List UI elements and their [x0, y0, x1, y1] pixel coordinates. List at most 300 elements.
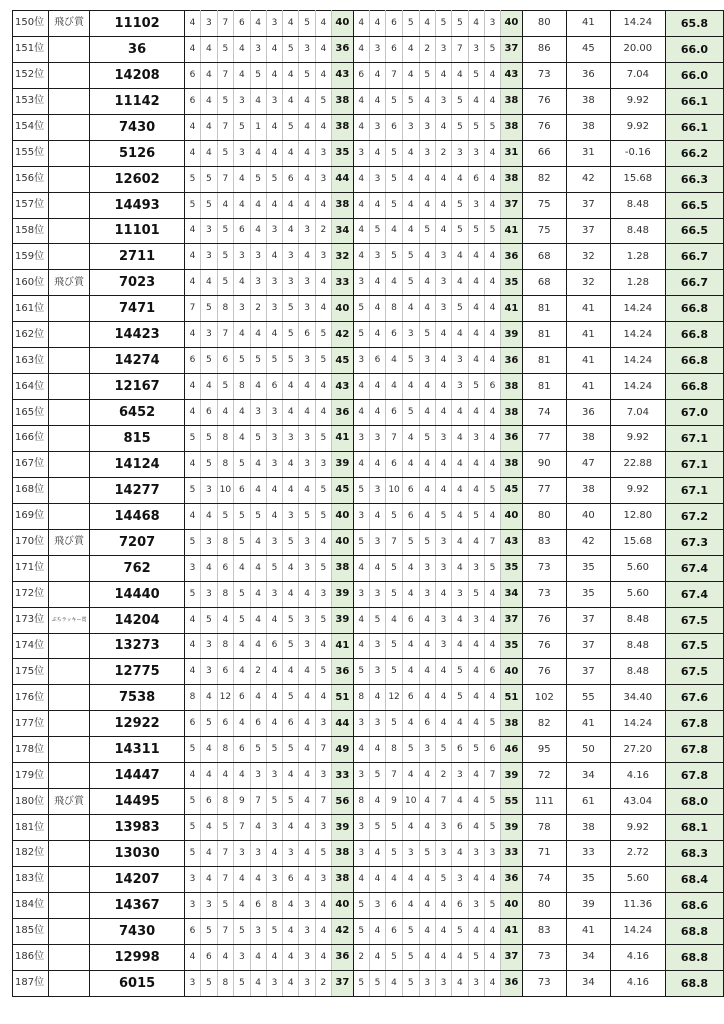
- handicap-cell: 32: [566, 270, 610, 296]
- in-hole-16-score: 4: [452, 529, 468, 555]
- out-hole-2-score: 4: [201, 685, 217, 711]
- out-hole-7-score: 4: [283, 763, 299, 789]
- out-hole-3-score: 4: [217, 607, 234, 633]
- in-hole-14-score: 3: [419, 581, 435, 607]
- in-hole-12-score: 5: [386, 555, 403, 581]
- net-score-cell: 68.4: [665, 866, 723, 892]
- in-hole-16-score: 4: [452, 270, 468, 296]
- out-hole-1-score: 5: [184, 426, 200, 452]
- out-hole-8-score: 4: [299, 114, 315, 140]
- in-hole-12-score: 7: [386, 529, 403, 555]
- table-row: [13, 970, 724, 996]
- gross-cell: 82: [522, 166, 566, 192]
- out-hole-4-score: 4: [234, 555, 250, 581]
- in-hole-15-score: 4: [435, 192, 451, 218]
- table-row: [13, 296, 724, 322]
- table-row: [13, 581, 724, 607]
- table-row: [13, 348, 724, 374]
- diff-cell: 27.20: [610, 737, 665, 763]
- player-number-cell: 6015: [90, 970, 185, 996]
- in-hole-17-score: 5: [468, 62, 484, 88]
- in-hole-11-score: 3: [369, 659, 385, 685]
- net-score-cell: 66.7: [665, 244, 723, 270]
- handicap-cell: 42: [566, 529, 610, 555]
- table-row: [13, 88, 724, 114]
- in-hole-14-score: 2: [419, 36, 435, 62]
- out-hole-9-score: 4: [315, 296, 331, 322]
- out-hole-5-score: 4: [250, 633, 266, 659]
- out-hole-2-score: 3: [201, 244, 217, 270]
- in-hole-13-score: 3: [402, 841, 419, 867]
- out-hole-6-score: 3: [266, 218, 282, 244]
- award-cell: [48, 892, 90, 918]
- in-hole-11-score: 4: [369, 374, 385, 400]
- out-hole-3-score: 6: [217, 348, 234, 374]
- out-hole-2-score: 4: [201, 555, 217, 581]
- award-cell: 飛び賞: [48, 529, 90, 555]
- in-total-cell: 35: [501, 270, 523, 296]
- out-hole-2-score: 5: [201, 166, 217, 192]
- player-number-cell: 14423: [90, 322, 185, 348]
- out-hole-9-score: 3: [315, 166, 331, 192]
- in-hole-13-score: 4: [402, 36, 419, 62]
- out-hole-6-score: 4: [266, 114, 282, 140]
- rank-cell: 160位: [13, 270, 49, 296]
- in-hole-17-score: 4: [468, 789, 484, 815]
- in-hole-12-score: 6: [386, 322, 403, 348]
- out-total-cell: 42: [332, 918, 354, 944]
- rank-cell: 150位: [13, 11, 49, 37]
- in-hole-11-score: 4: [369, 866, 385, 892]
- out-hole-6-score: 8: [266, 892, 282, 918]
- out-hole-5-score: 4: [250, 607, 266, 633]
- in-total-cell: 37: [501, 607, 523, 633]
- net-score-cell: 68.8: [665, 918, 723, 944]
- in-hole-17-score: 4: [468, 477, 484, 503]
- gross-cell: 76: [522, 88, 566, 114]
- out-hole-8-score: 6: [299, 322, 315, 348]
- out-hole-3-score: 7: [217, 11, 234, 37]
- out-hole-6-score: 4: [266, 192, 282, 218]
- in-hole-14-score: 4: [419, 451, 435, 477]
- out-hole-2-score: 4: [201, 270, 217, 296]
- in-hole-17-score: 3: [468, 36, 484, 62]
- out-hole-9-score: 3: [315, 451, 331, 477]
- out-hole-8-score: 4: [299, 140, 315, 166]
- out-hole-4-score: 5: [234, 970, 250, 996]
- out-hole-4-score: 5: [234, 581, 250, 607]
- in-hole-11-score: 5: [369, 607, 385, 633]
- table-row: [13, 11, 724, 37]
- rank-cell: 166位: [13, 426, 49, 452]
- out-hole-5-score: 2: [250, 296, 266, 322]
- table-row: [13, 374, 724, 400]
- in-hole-13-score: 4: [402, 555, 419, 581]
- out-total-cell: 38: [332, 114, 354, 140]
- in-hole-18-score: 4: [484, 426, 500, 452]
- rank-cell: 182位: [13, 841, 49, 867]
- out-hole-8-score: 4: [299, 477, 315, 503]
- out-total-cell: 39: [332, 451, 354, 477]
- out-hole-2-score: 4: [201, 114, 217, 140]
- diff-cell: 14.24: [610, 918, 665, 944]
- in-total-cell: 31: [501, 140, 523, 166]
- in-hole-12-score: 10: [386, 477, 403, 503]
- out-hole-2-score: 4: [201, 140, 217, 166]
- out-hole-2-score: 3: [201, 633, 217, 659]
- rank-cell: 169位: [13, 503, 49, 529]
- table-row: [13, 841, 724, 867]
- in-hole-13-score: 6: [402, 607, 419, 633]
- net-score-cell: 67.3: [665, 529, 723, 555]
- out-hole-1-score: 5: [184, 815, 200, 841]
- in-hole-16-score: 4: [452, 841, 468, 867]
- out-hole-8-score: 3: [299, 296, 315, 322]
- rank-cell: 162位: [13, 322, 49, 348]
- in-hole-16-score: 5: [452, 88, 468, 114]
- in-hole-10-score: 3: [353, 426, 369, 452]
- in-hole-17-score: 4: [468, 296, 484, 322]
- in-hole-11-score: 3: [369, 892, 385, 918]
- in-hole-18-score: 6: [484, 737, 500, 763]
- in-hole-11-score: 4: [369, 322, 385, 348]
- table-row: [13, 763, 724, 789]
- in-hole-10-score: 4: [353, 374, 369, 400]
- in-hole-11-score: 4: [369, 789, 385, 815]
- in-hole-13-score: 4: [402, 892, 419, 918]
- out-hole-8-score: 3: [299, 36, 315, 62]
- gross-cell: 75: [522, 192, 566, 218]
- in-total-cell: 40: [501, 503, 523, 529]
- out-hole-4-score: 9: [234, 789, 250, 815]
- in-hole-16-score: 6: [452, 892, 468, 918]
- award-cell: [48, 140, 90, 166]
- in-hole-17-score: 4: [468, 918, 484, 944]
- table-row: [13, 607, 724, 633]
- handicap-cell: 35: [566, 866, 610, 892]
- out-hole-9-score: 3: [315, 140, 331, 166]
- in-hole-11-score: 6: [369, 348, 385, 374]
- in-hole-15-score: 4: [435, 400, 451, 426]
- out-hole-5-score: 4: [250, 192, 266, 218]
- net-score-cell: 67.1: [665, 426, 723, 452]
- out-hole-5-score: 6: [250, 892, 266, 918]
- in-hole-12-score: 7: [386, 62, 403, 88]
- in-total-cell: 38: [501, 88, 523, 114]
- diff-cell: -0.16: [610, 140, 665, 166]
- out-hole-3-score: 7: [217, 62, 234, 88]
- in-hole-17-score: 4: [468, 685, 484, 711]
- net-score-cell: 66.8: [665, 374, 723, 400]
- in-hole-12-score: 5: [386, 244, 403, 270]
- out-hole-7-score: 4: [283, 218, 299, 244]
- out-hole-9-score: 5: [315, 426, 331, 452]
- out-hole-4-score: 4: [234, 763, 250, 789]
- out-hole-3-score: 6: [217, 711, 234, 737]
- player-number-cell: 14447: [90, 763, 185, 789]
- net-score-cell: 68.8: [665, 970, 723, 996]
- out-hole-2-score: 3: [201, 659, 217, 685]
- in-hole-13-score: 4: [402, 581, 419, 607]
- rank-cell: 170位: [13, 529, 49, 555]
- gross-cell: 76: [522, 633, 566, 659]
- out-hole-9-score: 2: [315, 218, 331, 244]
- net-score-cell: 68.1: [665, 815, 723, 841]
- diff-cell: 5.60: [610, 555, 665, 581]
- in-hole-11-score: 4: [369, 192, 385, 218]
- award-cell: [48, 114, 90, 140]
- diff-cell: 1.28: [610, 270, 665, 296]
- out-hole-2-score: 5: [201, 451, 217, 477]
- in-hole-11-score: 3: [369, 244, 385, 270]
- player-number-cell: 14204: [90, 607, 185, 633]
- out-hole-9-score: 5: [315, 841, 331, 867]
- out-hole-6-score: 3: [266, 866, 282, 892]
- out-hole-4-score: 6: [234, 11, 250, 37]
- table-row: [13, 477, 724, 503]
- out-hole-6-score: 4: [266, 659, 282, 685]
- in-hole-16-score: 5: [452, 192, 468, 218]
- out-hole-4-score: 4: [234, 322, 250, 348]
- in-hole-18-score: 3: [484, 11, 500, 37]
- out-total-cell: 35: [332, 140, 354, 166]
- in-hole-14-score: 4: [419, 659, 435, 685]
- in-hole-13-score: 4: [402, 866, 419, 892]
- in-hole-15-score: 3: [435, 555, 451, 581]
- out-total-cell: 51: [332, 685, 354, 711]
- out-hole-2-score: 5: [201, 426, 217, 452]
- in-hole-12-score: 5: [386, 944, 403, 970]
- in-hole-17-score: 5: [468, 944, 484, 970]
- in-hole-18-score: 4: [484, 503, 500, 529]
- in-hole-16-score: 4: [452, 322, 468, 348]
- in-hole-11-score: 3: [369, 36, 385, 62]
- out-hole-8-score: 4: [299, 581, 315, 607]
- in-hole-18-score: 3: [484, 841, 500, 867]
- player-number-cell: 14495: [90, 789, 185, 815]
- net-score-cell: 67.8: [665, 763, 723, 789]
- out-hole-5-score: 3: [250, 400, 266, 426]
- out-hole-2-score: 4: [201, 815, 217, 841]
- in-hole-13-score: 6: [402, 477, 419, 503]
- net-score-cell: 67.4: [665, 581, 723, 607]
- table-row: [13, 555, 724, 581]
- out-hole-7-score: 4: [283, 451, 299, 477]
- out-hole-6-score: 3: [266, 451, 282, 477]
- out-hole-8-score: 3: [299, 970, 315, 996]
- table-row: [13, 815, 724, 841]
- handicap-cell: 40: [566, 503, 610, 529]
- out-hole-9-score: 4: [315, 892, 331, 918]
- in-total-cell: 45: [501, 477, 523, 503]
- out-hole-6-score: 4: [266, 36, 282, 62]
- diff-cell: 8.48: [610, 192, 665, 218]
- handicap-cell: 45: [566, 36, 610, 62]
- out-hole-6-score: 6: [266, 374, 282, 400]
- rank-cell: 186位: [13, 944, 49, 970]
- out-hole-1-score: 4: [184, 218, 200, 244]
- in-hole-17-score: 4: [468, 763, 484, 789]
- out-hole-5-score: 4: [250, 581, 266, 607]
- award-cell: [48, 841, 90, 867]
- award-cell: [48, 555, 90, 581]
- diff-cell: 14.24: [610, 374, 665, 400]
- in-hole-16-score: 3: [452, 866, 468, 892]
- out-hole-4-score: 7: [234, 815, 250, 841]
- in-hole-15-score: 2: [435, 140, 451, 166]
- out-total-cell: 32: [332, 244, 354, 270]
- out-hole-1-score: 4: [184, 114, 200, 140]
- out-hole-1-score: 4: [184, 244, 200, 270]
- handicap-cell: 38: [566, 114, 610, 140]
- out-hole-9-score: 3: [315, 866, 331, 892]
- rank-cell: 176位: [13, 685, 49, 711]
- out-hole-5-score: 3: [250, 270, 266, 296]
- out-hole-3-score: 8: [217, 633, 234, 659]
- table-row: [13, 192, 724, 218]
- out-hole-3-score: 5: [217, 218, 234, 244]
- out-hole-8-score: 4: [299, 711, 315, 737]
- in-hole-18-score: 4: [484, 451, 500, 477]
- player-number-cell: 14207: [90, 866, 185, 892]
- in-hole-13-score: 4: [402, 451, 419, 477]
- out-hole-5-score: 3: [250, 244, 266, 270]
- in-hole-15-score: 4: [435, 374, 451, 400]
- out-hole-1-score: 5: [184, 192, 200, 218]
- in-hole-18-score: 5: [484, 218, 500, 244]
- in-hole-11-score: 4: [369, 296, 385, 322]
- player-number-cell: 7538: [90, 685, 185, 711]
- award-cell: [48, 322, 90, 348]
- rank-cell: 185位: [13, 918, 49, 944]
- award-cell: [48, 374, 90, 400]
- in-hole-16-score: 4: [452, 451, 468, 477]
- out-total-cell: 38: [332, 841, 354, 867]
- in-hole-18-score: 7: [484, 763, 500, 789]
- in-hole-18-score: 4: [484, 322, 500, 348]
- diff-cell: 8.48: [610, 633, 665, 659]
- in-hole-15-score: 4: [435, 451, 451, 477]
- out-hole-8-score: 5: [299, 62, 315, 88]
- out-total-cell: 34: [332, 218, 354, 244]
- out-hole-1-score: 4: [184, 140, 200, 166]
- in-hole-18-score: 4: [484, 348, 500, 374]
- out-total-cell: 38: [332, 866, 354, 892]
- in-total-cell: 36: [501, 244, 523, 270]
- gross-cell: 68: [522, 244, 566, 270]
- in-hole-12-score: 5: [386, 503, 403, 529]
- out-total-cell: 33: [332, 763, 354, 789]
- in-hole-16-score: 5: [452, 685, 468, 711]
- in-hole-12-score: 8: [386, 296, 403, 322]
- handicap-cell: 38: [566, 815, 610, 841]
- out-hole-7-score: 4: [283, 62, 299, 88]
- results-table: [12, 10, 724, 997]
- in-hole-13-score: 5: [402, 944, 419, 970]
- net-score-cell: 66.8: [665, 322, 723, 348]
- out-total-cell: 43: [332, 374, 354, 400]
- in-hole-17-score: 4: [468, 348, 484, 374]
- in-hole-14-score: 6: [419, 711, 435, 737]
- in-hole-18-score: 4: [484, 607, 500, 633]
- in-hole-17-score: 4: [468, 815, 484, 841]
- in-hole-16-score: 5: [452, 296, 468, 322]
- out-hole-5-score: 4: [250, 970, 266, 996]
- table-row: [13, 503, 724, 529]
- award-cell: [48, 348, 90, 374]
- out-hole-9-score: 3: [315, 581, 331, 607]
- rank-cell: 174位: [13, 633, 49, 659]
- out-hole-2-score: 5: [201, 711, 217, 737]
- in-total-cell: 37: [501, 944, 523, 970]
- out-hole-4-score: 4: [234, 892, 250, 918]
- out-hole-2-score: 3: [201, 529, 217, 555]
- out-hole-4-score: 6: [234, 218, 250, 244]
- out-hole-8-score: 4: [299, 763, 315, 789]
- out-hole-2-score: 3: [201, 11, 217, 37]
- in-hole-15-score: 3: [435, 244, 451, 270]
- player-number-cell: 14311: [90, 737, 185, 763]
- out-hole-6-score: 4: [266, 244, 282, 270]
- out-hole-4-score: 4: [234, 192, 250, 218]
- award-cell: [48, 36, 90, 62]
- out-hole-3-score: 8: [217, 296, 234, 322]
- in-hole-15-score: 3: [435, 36, 451, 62]
- gross-cell: 111: [522, 789, 566, 815]
- in-hole-11-score: 5: [369, 970, 385, 996]
- out-hole-2-score: 3: [201, 581, 217, 607]
- table-row: [13, 659, 724, 685]
- out-total-cell: 33: [332, 270, 354, 296]
- in-hole-15-score: 5: [435, 11, 451, 37]
- rank-cell: 187位: [13, 970, 49, 996]
- out-hole-7-score: 5: [283, 322, 299, 348]
- in-hole-15-score: 3: [435, 270, 451, 296]
- out-hole-6-score: 3: [266, 88, 282, 114]
- out-hole-1-score: 4: [184, 36, 200, 62]
- in-hole-16-score: 3: [452, 140, 468, 166]
- out-hole-6-score: 3: [266, 763, 282, 789]
- out-total-cell: 43: [332, 62, 354, 88]
- award-cell: [48, 296, 90, 322]
- in-hole-10-score: 5: [353, 659, 369, 685]
- out-hole-9-score: 5: [315, 659, 331, 685]
- in-total-cell: 43: [501, 529, 523, 555]
- out-hole-5-score: 5: [250, 503, 266, 529]
- rank-cell: 175位: [13, 659, 49, 685]
- in-hole-10-score: 3: [353, 348, 369, 374]
- player-number-cell: 7023: [90, 270, 185, 296]
- in-hole-17-score: 4: [468, 711, 484, 737]
- in-hole-18-score: 4: [484, 62, 500, 88]
- out-hole-6-score: 3: [266, 400, 282, 426]
- in-hole-11-score: 3: [369, 581, 385, 607]
- rank-cell: 151位: [13, 36, 49, 62]
- rank-cell: 167位: [13, 451, 49, 477]
- net-score-cell: 67.4: [665, 555, 723, 581]
- gross-cell: 75: [522, 218, 566, 244]
- table-row: [13, 918, 724, 944]
- table-row: [13, 892, 724, 918]
- out-total-cell: 40: [332, 11, 354, 37]
- out-hole-7-score: 4: [283, 192, 299, 218]
- in-hole-14-score: 3: [419, 555, 435, 581]
- in-hole-13-score: 4: [402, 711, 419, 737]
- rank-cell: 177位: [13, 711, 49, 737]
- player-number-cell: 14208: [90, 62, 185, 88]
- in-hole-14-score: 5: [419, 218, 435, 244]
- out-hole-4-score: 4: [234, 866, 250, 892]
